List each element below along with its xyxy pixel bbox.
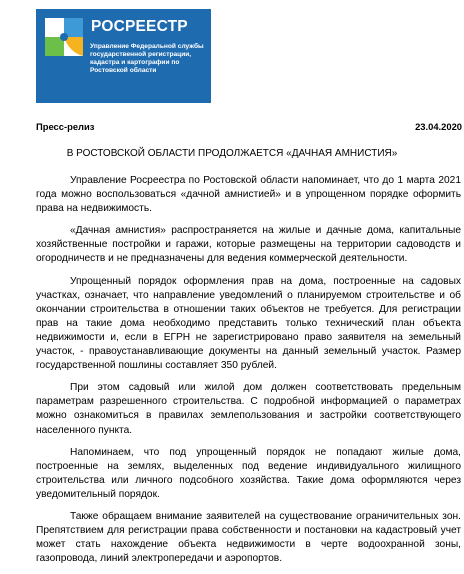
rosreestr-logo: [36, 9, 211, 103]
press-release-date: 23.04.2020: [415, 121, 462, 132]
logo-text: [91, 16, 204, 75]
logo-subtitle-line: государственной регистрации,: [90, 51, 192, 59]
paragraph: «Дачная амнистия» распространяется на жилые и дачные дома, капитальные хозяйственные постройки и гаражи, которые размещены на территории садоводств и огородничеств и не предназначены для ведения коммерческой деятельности.: [36, 225, 461, 265]
logo-subtitle-line: Ростовской области: [90, 67, 157, 75]
paragraph: Напоминаем, что под упрощенный порядок не попадают жилые дома, построенные на землях, выделенных под ведение индивидуального жилищного строительства или личного подсобного хозяйства. Такие дома оформляются через уведомительный порядок.: [36, 446, 461, 500]
logo-subtitle-line: Управление Федеральной службы: [90, 43, 204, 50]
paragraph: При этом садовый или жилой дом должен соответствовать предельным параметрам разрешенного строительства. С подробной информацией о параметрах можно ознакомиться в правилах землепользования и застройки соответствующего населенного пункта.: [36, 382, 461, 436]
rosreestr-emblem-icon: [43, 16, 85, 58]
paragraph: Управление Росреестра по Ростовской области напоминает, что до 1 марта 2021 года можно воспользоваться «дачной амнистией» и в упрощенном порядке оформить права на недвижимость.: [36, 175, 461, 215]
press-release-label: Пресс-релиз: [36, 121, 95, 132]
logo-subtitle: [90, 43, 204, 75]
logo-subtitle-line: кадастра и картографии по: [90, 59, 180, 67]
paragraph: Упрощенный порядок оформления прав на дома, построенные на садовых участках, означает, что направление уведомлений о планируемом строительстве и об окончании строительства в отношении таких объектов не требуется. Для регистрации прав на такие дома необходимо представить только технический план объекта недвижимости и, если в ЕГРН не зарегистрировано право заявителя на земельный участок, - правоустанавливающие документы на данный земельный участок. Размер государственной пошлины составляет 350 рублей.: [36, 275, 461, 372]
paragraph: Также обращаем внимание заявителей на существование ограничительных зон. Препятствием для регистрации права собственности и постановки на кадастровый учет может стать нахождение объекта недвижимости в черте водоохранной зоны, газопровода, линий электропередачи и аэропортов.: [36, 510, 461, 565]
logo-title: РОСРЕЕСТР: [91, 18, 188, 35]
article-body: [36, 174, 461, 574]
page-title: В РОСТОВСКОЙ ОБЛАСТИ ПРОДОЛЖАЕТСЯ «ДАЧНАЯ АМНИСТИЯ»: [66, 148, 398, 159]
